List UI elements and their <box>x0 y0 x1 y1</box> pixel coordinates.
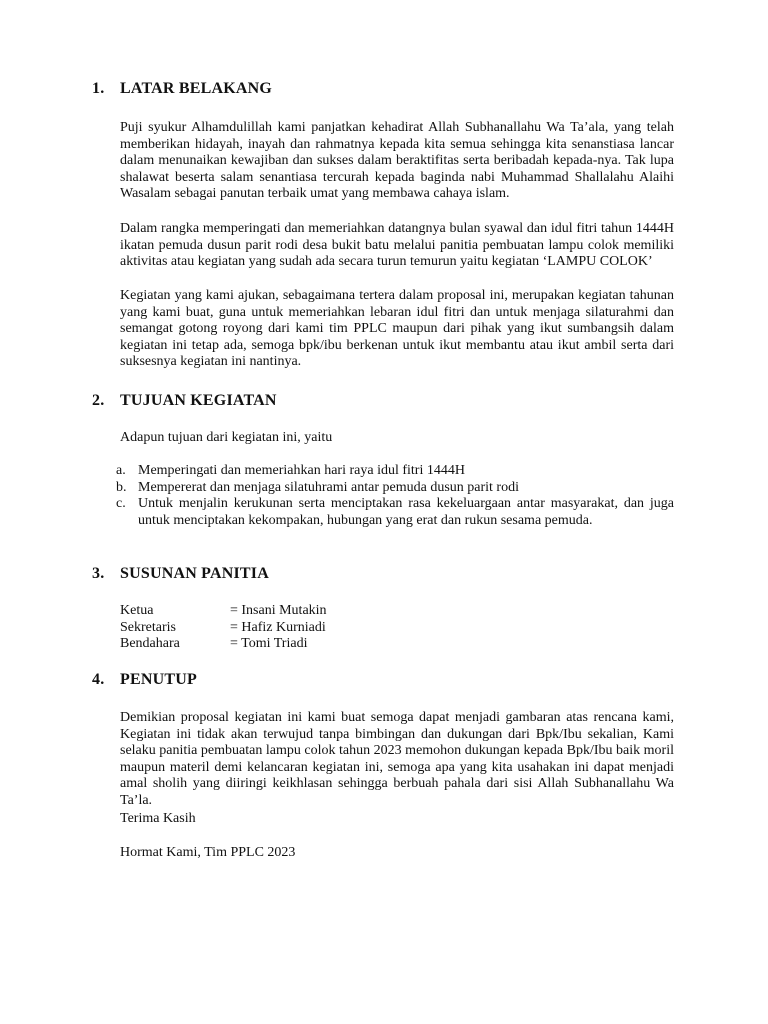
list-marker: c. <box>116 496 126 512</box>
list-item <box>116 496 674 529</box>
tujuan-list <box>116 463 674 529</box>
committee-row <box>120 636 327 653</box>
list-marker: a. <box>116 463 126 478</box>
section-number: 4. <box>92 671 105 688</box>
committee-member: = Insani Mutakin <box>230 603 327 618</box>
paragraph-text: Puji syukur Alhamdulillah kami panjatkan kehadirat Allah Subhanallahu Wa Ta’ala, yang telah memberikan hidayah, inayah dan rahmatnya kepada kita semua sehingga kita senanstiasa lancar dalam menunaikan kewajiban dan sukses dalam beraktifitas serta beribadah kepada-nya. Tak lupa shalawat beserta salam senantiasa tercurah kepada baginda nabi Muhammad Shallalahu Alaihi Wasalam sebagai panutan terbaik umat yang membawa cahaya islam. <box>120 120 674 202</box>
section-heading-penutup <box>92 671 197 689</box>
closing-thanks: Terima Kasih <box>120 811 196 826</box>
committee-member: = Hafiz Kurniadi <box>230 619 326 635</box>
penutup-paragraph <box>120 710 674 810</box>
section-number: 3. <box>92 565 105 582</box>
committee-list <box>120 603 327 653</box>
section-heading-tujuan-kegiatan <box>92 392 277 410</box>
latar-belakang-paragraph-3 <box>120 288 674 371</box>
tujuan-intro: Adapun tujuan dari kegiatan ini, yaitu <box>120 430 333 445</box>
committee-row <box>120 603 327 620</box>
section-number: 2. <box>92 392 105 409</box>
latar-belakang-body <box>120 120 674 203</box>
section-heading-latar-belakang <box>92 80 272 98</box>
latar-belakang-paragraph-2 <box>120 221 674 271</box>
committee-member: = Tomi Triadi <box>230 636 308 652</box>
paragraph-text: Dalam rangka memperingati dan memeriahkan datangnya bulan syawal dan idul fitri tahun 1444H ikatan pemuda dusun parit rodi desa bukit batu melalui panitia pembuatan lampu colok memiliki aktivitas atau kegiatan yang sudah ada secara turun temurun yaitu kegiatan ‘LAMPU COLOK’ <box>120 221 674 270</box>
committee-role: Sekretaris <box>120 619 176 635</box>
committee-row <box>120 620 327 637</box>
paragraph-text: Kegiatan yang kami ajukan, sebagaimana tertera dalam proposal ini, merupakan kegiatan tahunan yang kami buat, guna untuk memeriahkan lebaran idul fitri dan untuk menjaga silaturahmi dan semangat gotong royong dari kami tim PPLC maupun dari pihak yang ikut sumbangsih dalam kegiatan ini tetap ada, semoga bpk/ibu berkenan untuk ikut membantu atau ikut ambil serta dari suksesnya kegiatan ini nantinya. <box>120 288 674 370</box>
section-title: SUSUNAN PANITIA <box>120 565 269 582</box>
committee-role: Ketua <box>120 603 154 618</box>
section-title: PENUTUP <box>120 671 197 688</box>
list-item-text: Untuk menjalin kerukunan serta menciptakan rasa kekeluargaan antar masyarakat, dan juga untuk menciptakan kekompakan, hubungan yang erat dan rukun sesama pemuda. <box>138 496 674 528</box>
paragraph-text: Demikian proposal kegiatan ini kami buat semoga dapat menjadi gambaran atas rencana kami, Kegiatan ini tidak akan terwujud tanpa bimbingan dan dukungan dari Bpk/Ibu sekalian, Kami selaku panitia pembuatan lampu colok tahun 2023 memohon dukungan kepada Bpk/Ibu baik moril maupun materil demi kelancaran kegiatan ini, semoga apa yang kita usahakan ini dapat menjadi amal sholih yang diiringi keikhlasan sehingga berbuah pahala dari sisi Allah Subhanallahu Wa Ta’la. <box>120 710 674 808</box>
section-title: TUJUAN KEGIATAN <box>120 392 277 409</box>
list-marker: b. <box>116 479 127 495</box>
section-heading-susunan-panitia <box>92 565 269 583</box>
signature-line: Hormat Kami, Tim PPLC 2023 <box>120 845 296 860</box>
paragraph <box>120 120 674 203</box>
list-item-text: Mempererat dan menjaga silatuhrami antar pemuda dusun parit rodi <box>138 479 519 495</box>
list-item-text: Memperingati dan memeriahkan hari raya idul fitri 1444H <box>138 463 465 478</box>
committee-role: Bendahara <box>120 636 180 652</box>
section-title: LATAR BELAKANG <box>120 80 273 97</box>
list-item <box>116 463 674 480</box>
section-number: 1. <box>92 80 105 97</box>
list-item <box>116 480 674 497</box>
